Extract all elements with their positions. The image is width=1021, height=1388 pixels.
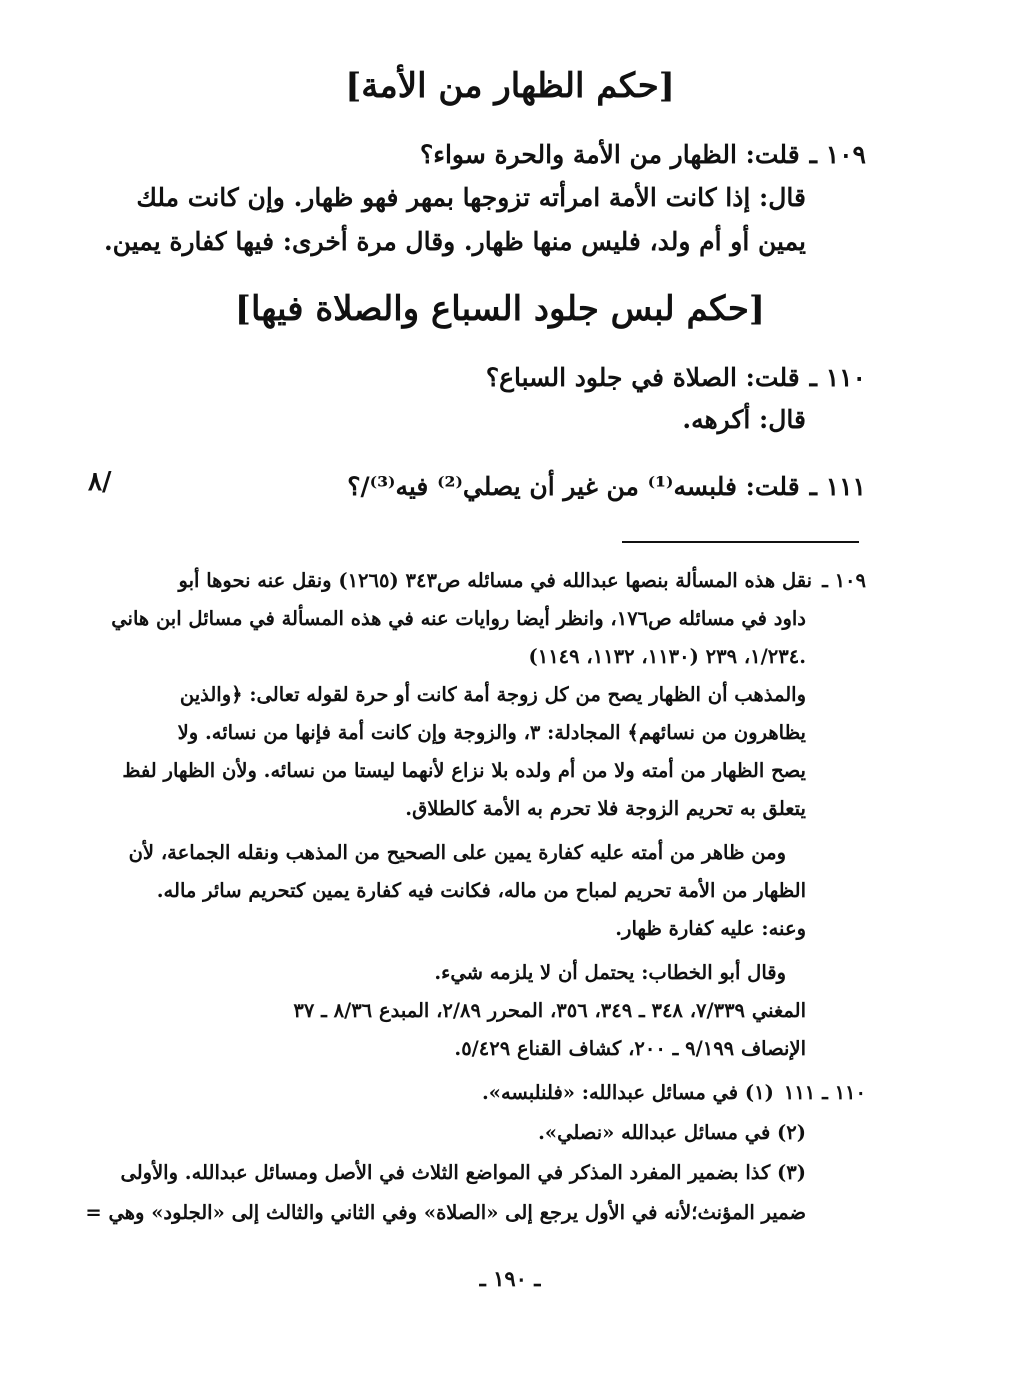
question-number: ١١١ ـ [809,472,866,501]
section-heading-zihar: [حكم الظهار من الأمة] [345,66,675,106]
footnote-109-line-8: ومن ظاهر من أمته عليه كفارة يمين على الصحيح من المذهب ونقله الجماعة، لأن [128,841,786,864]
footnote-109-line-3: ١/٢٣٤، ٢٣٩ (١١٣٠، ١١٣٢، ١١٤٩). [528,645,806,668]
footnote-109-line-2: داود في مسائله ص١٧٦، وانظر أيضا روايات عنه في هذه المسألة في مسائل ابن هاني [111,607,806,630]
question-text: قلت: الصلاة في جلود السباع؟ [485,363,800,392]
footnote-109-line-9: الظهار من الأمة تحريم لمباح من ماله، فكانت فيه كفارة يمين كتحريم سائر ماله. [156,879,806,902]
footnote-109-line-6: يصح الظهار من أمته ولا من أم ولده بلا نزاع لأنهما ليستا من نسائه. ولأن الظهار لفظ [122,759,806,782]
footnote-109-line-5: يظاهرون من نسائهم﴾ المجادلة: ٣، والزوجة وإن كانت أمة فإنها من نسائه. ولا [177,721,806,744]
answer-110: قال: أكرهه. [682,405,806,434]
page-number: ـ ١٩٠ ـ [479,1266,541,1291]
footnote-number: ١٠٩ ـ [822,569,866,592]
footnote-number: ١١٠ ـ ١١١ [783,1081,866,1104]
footnote-109-line-12: المغني ٧/٣٣٩، ٣٤٨ ـ ٣٤٩، ٣٥٦، المحرر ٢/٨٩، المبدع ٨/٣٦ ـ ٣٧ [293,999,806,1022]
question-110 [150,358,866,398]
question-109 [150,135,866,175]
question-number: ١١٠ ـ [809,363,866,392]
question-111 [150,467,866,507]
margin-folio-note: ٨/ [88,467,112,497]
footnote-separator [622,541,859,543]
footnote-110-line-1 [150,1078,866,1108]
footnote-text: نقل هذه المسألة بنصها عبدالله في مسائله ص٣٤٣ (١٢٦٥) ونقل عنه نحوها أبو [178,569,813,592]
question-text: قلت: فلبسه⁽¹⁾ من غير أن يصلي⁽²⁾ فيه⁽³⁾/؟ [347,472,800,501]
question-number: ١٠٩ ـ [809,140,866,169]
footnote-text: (١) في مسائل عبدالله: «فلنلبسه». [481,1081,774,1104]
answer-109-line-1: قال: إذا كانت الأمة امرأته تزوجها بمهر فهو ظهار. وإن كانت ملك [136,183,806,212]
section-heading-skins: [حكم لبس جلود السباع والصلاة فيها] [234,289,765,329]
footnote-110-line-2: (٢) في مسائل عبدالله «نصلي». [538,1121,806,1144]
footnote-109-line-11: وقال أبو الخطاب: يحتمل أن لا يلزمه شيء. [434,961,786,984]
footnote-109-line-7: يتعلق به تحريم الزوجة فلا تحرم به الأمة كالطلاق. [405,797,806,820]
footnote-110-line-3: (٣) كذا بضمير المفرد المذكر في المواضع الثلاث في الأصل ومسائل عبدالله. والأولى [120,1161,806,1184]
answer-109-line-2: يمين أو أم ولد، فليس منها ظهار. وقال مرة أخرى: فيها كفارة يمين. [103,227,806,256]
footnote-110-line-4: ضمير المؤنث؛لأنه في الأول يرجع إلى «الصلاة» وفي الثاني والثالث إلى «الجلود» وهي = [85,1201,806,1224]
footnote-109-line-4: والمذهب أن الظهار يصح من كل زوجة أمة كانت أو حرة لقوله تعالى: ﴿والذين [179,683,806,706]
footnote-109-line-1 [150,566,866,596]
question-text: قلت: الظهار من الأمة والحرة سواء؟ [419,140,800,169]
footnote-109-line-10: وعنه: عليه كفارة ظهار. [615,917,806,940]
footnote-109-line-13: الإنصاف ٩/١٩٩ ـ ٢٠٠، كشاف القناع ٥/٤٢٩. [454,1037,806,1060]
